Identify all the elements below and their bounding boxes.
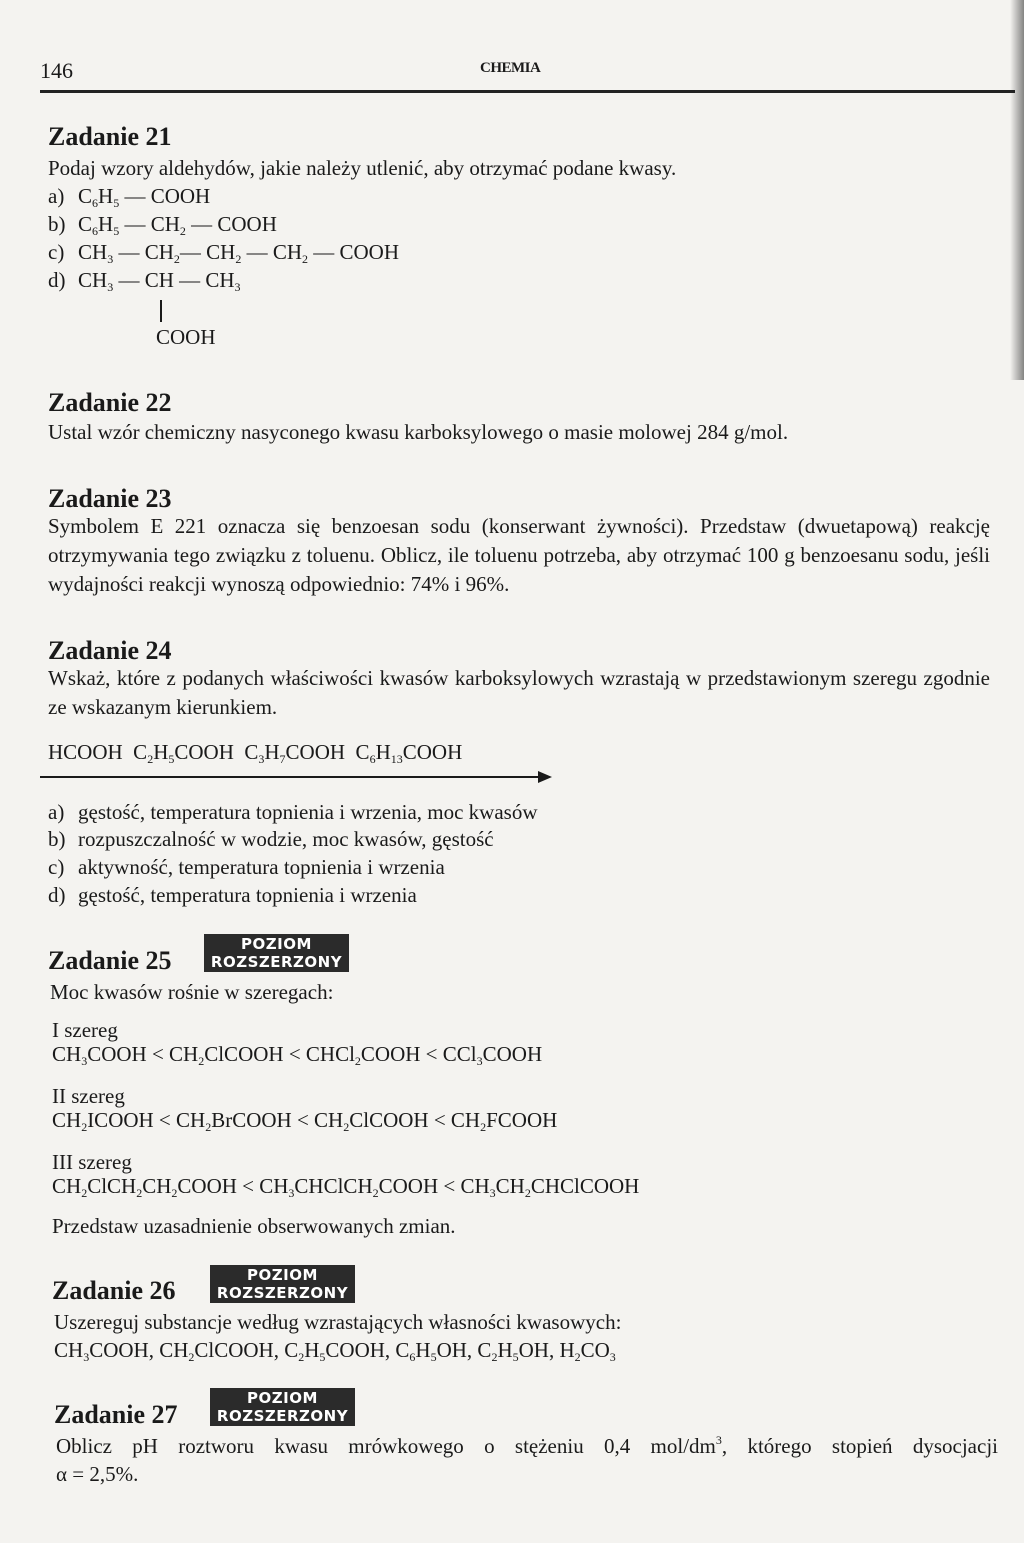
task-27-text: Oblicz pH roztworu kwasu mrówkowego o stężeniu 0,4 mol/$dm^3$, którego stopień dysocjacji	[56, 1433, 998, 1458]
branch-bond	[160, 300, 162, 322]
level-badge	[204, 934, 349, 972]
badge-line1: POZIOM	[241, 935, 312, 953]
formula-d: d) $CH_3$ — CH — $CH_3$	[48, 268, 241, 294]
task-24-option	[48, 800, 538, 825]
formula-d-branch: COOH	[156, 325, 216, 349]
level-badge	[210, 1388, 355, 1426]
task-26-substances: $CH_3COOH$, $CH_2ClCOOH$, $C_2H_5COOH$, $C_6H_5OH$, $C_2H_5OH$, $H_2CO_3$	[54, 1338, 616, 1364]
option-label: d)	[48, 883, 66, 907]
arrow-head-icon	[538, 771, 552, 783]
series-2-formula: $CH_2ICOOH$ < $CH_2BrCOOH$ < $CH_2ClCOOH$ < $CH_2FCOOH$	[52, 1108, 558, 1134]
task-21-text: Podaj wzory aldehydów, jakie należy utlenić, aby otrzymać podane kwasy.	[48, 156, 677, 180]
task-27-text-part1: Oblicz pH roztworu kwasu mrówkowego o stężeniu 0,4 mol/dm	[56, 1434, 716, 1458]
option-label: c)	[48, 855, 65, 879]
task-25-intro: Moc kwasów rośnie w szeregach:	[50, 980, 334, 1004]
level-badge	[210, 1265, 355, 1303]
option-text: aktywność, temperatura topnienia i wrzenia	[78, 855, 445, 879]
option-label: c)	[48, 240, 65, 264]
option-text: gęstość, temperatura topnienia i wrzenia, moc kwasów	[78, 800, 538, 824]
series-2-label: II szereg	[52, 1084, 125, 1108]
option-label: b)	[48, 827, 66, 851]
task-22-title: Zadanie 22	[48, 388, 172, 417]
badge-line2: ROZSZERZONY	[210, 953, 343, 971]
task-25-outro: Przedstaw uzasadnienie obserwowanych zmian.	[52, 1214, 456, 1238]
acid-series: HCOOH $C_2H_5COOH$ $C_3H_7COOH$ $C_6H_{13}COOH$	[48, 740, 463, 766]
formula-a: a) $C_6H_5$ — COOH	[48, 184, 211, 210]
task-23-title: Zadanie 23	[48, 484, 172, 513]
option-label: a)	[48, 184, 65, 208]
scan-shadow	[1010, 0, 1024, 380]
series-3-formula: $CH_2ClCH_2CH_2COOH$ < $CH_3CHClCH_2COOH$ < $CH_3CH_2CHClCOOH$	[52, 1174, 640, 1200]
option-text: rozpuszczalność w wodzie, moc kwasów, gęstość	[78, 827, 494, 851]
option-label: b)	[48, 212, 66, 236]
formula-c: c) $CH_3$ — $CH_2—$ $CH_2$ — $CH_2$ — COOH	[48, 240, 400, 266]
task-24-title: Zadanie 24	[48, 636, 172, 665]
option-label: d)	[48, 268, 66, 292]
option-text: gęstość, temperatura topnienia i wrzenia	[78, 883, 417, 907]
task-24-option	[48, 855, 445, 880]
formula-b: b) $C_6H_5$ — $CH_2$ — COOH	[48, 212, 277, 238]
option-label: a)	[48, 800, 65, 824]
page-number: 146	[40, 58, 73, 83]
task-24-text: Wskaż, które z podanych właściwości kwasów karboksylowych wzrastają w przedstawionym szeregu zgodnie ze wskazanym kierunkiem.	[48, 666, 990, 719]
badge-line1: POZIOM	[247, 1266, 318, 1284]
badge-line2: ROZSZERZONY	[216, 1407, 349, 1425]
task-24-option	[48, 883, 417, 908]
task-25-title: Zadanie 25	[48, 946, 172, 975]
task-27-title: Zadanie 27	[54, 1400, 178, 1429]
direction-arrow	[40, 776, 545, 778]
task-27-alpha: α = 2,5%.	[56, 1462, 139, 1486]
task-27-text-part2: , którego stopień dysocjacji	[721, 1434, 998, 1458]
running-header: CHEMIA	[480, 60, 541, 76]
header-rule	[40, 90, 1015, 93]
task-23-text: Symbolem E 221 oznacza się benzoesan sodu (konserwant żywności). Przedstaw (dwuetapową) reakcję otrzymywania tego związku z toluenu. Oblicz, ile toluenu potrzeba, aby otrzymać 100 g benzoesanu sodu, jeśli wydajności reakcji wynoszą odpowiednio: 74% i 96%.	[48, 514, 990, 596]
series-1-formula: $CH_3COOH$ < $CH_2ClCOOH$ < CHCl$_2$COOH < CCl$_3$COOH	[52, 1042, 543, 1068]
task-26-title: Zadanie 26	[52, 1276, 176, 1305]
badge-line1: POZIOM	[247, 1389, 318, 1407]
series-1-label: I szereg	[52, 1018, 118, 1042]
series-3-label: III szereg	[52, 1150, 132, 1174]
task-22-text: Ustal wzór chemiczny nasyconego kwasu karboksylowego o masie molowej 284 g/mol.	[48, 420, 789, 444]
badge-line2: ROZSZERZONY	[216, 1284, 349, 1302]
task-26-text: Uszereguj substancje według wzrastających własności kwasowych:	[54, 1310, 622, 1334]
task-24-option	[48, 827, 494, 852]
task-21-title: Zadanie 21	[48, 122, 172, 151]
